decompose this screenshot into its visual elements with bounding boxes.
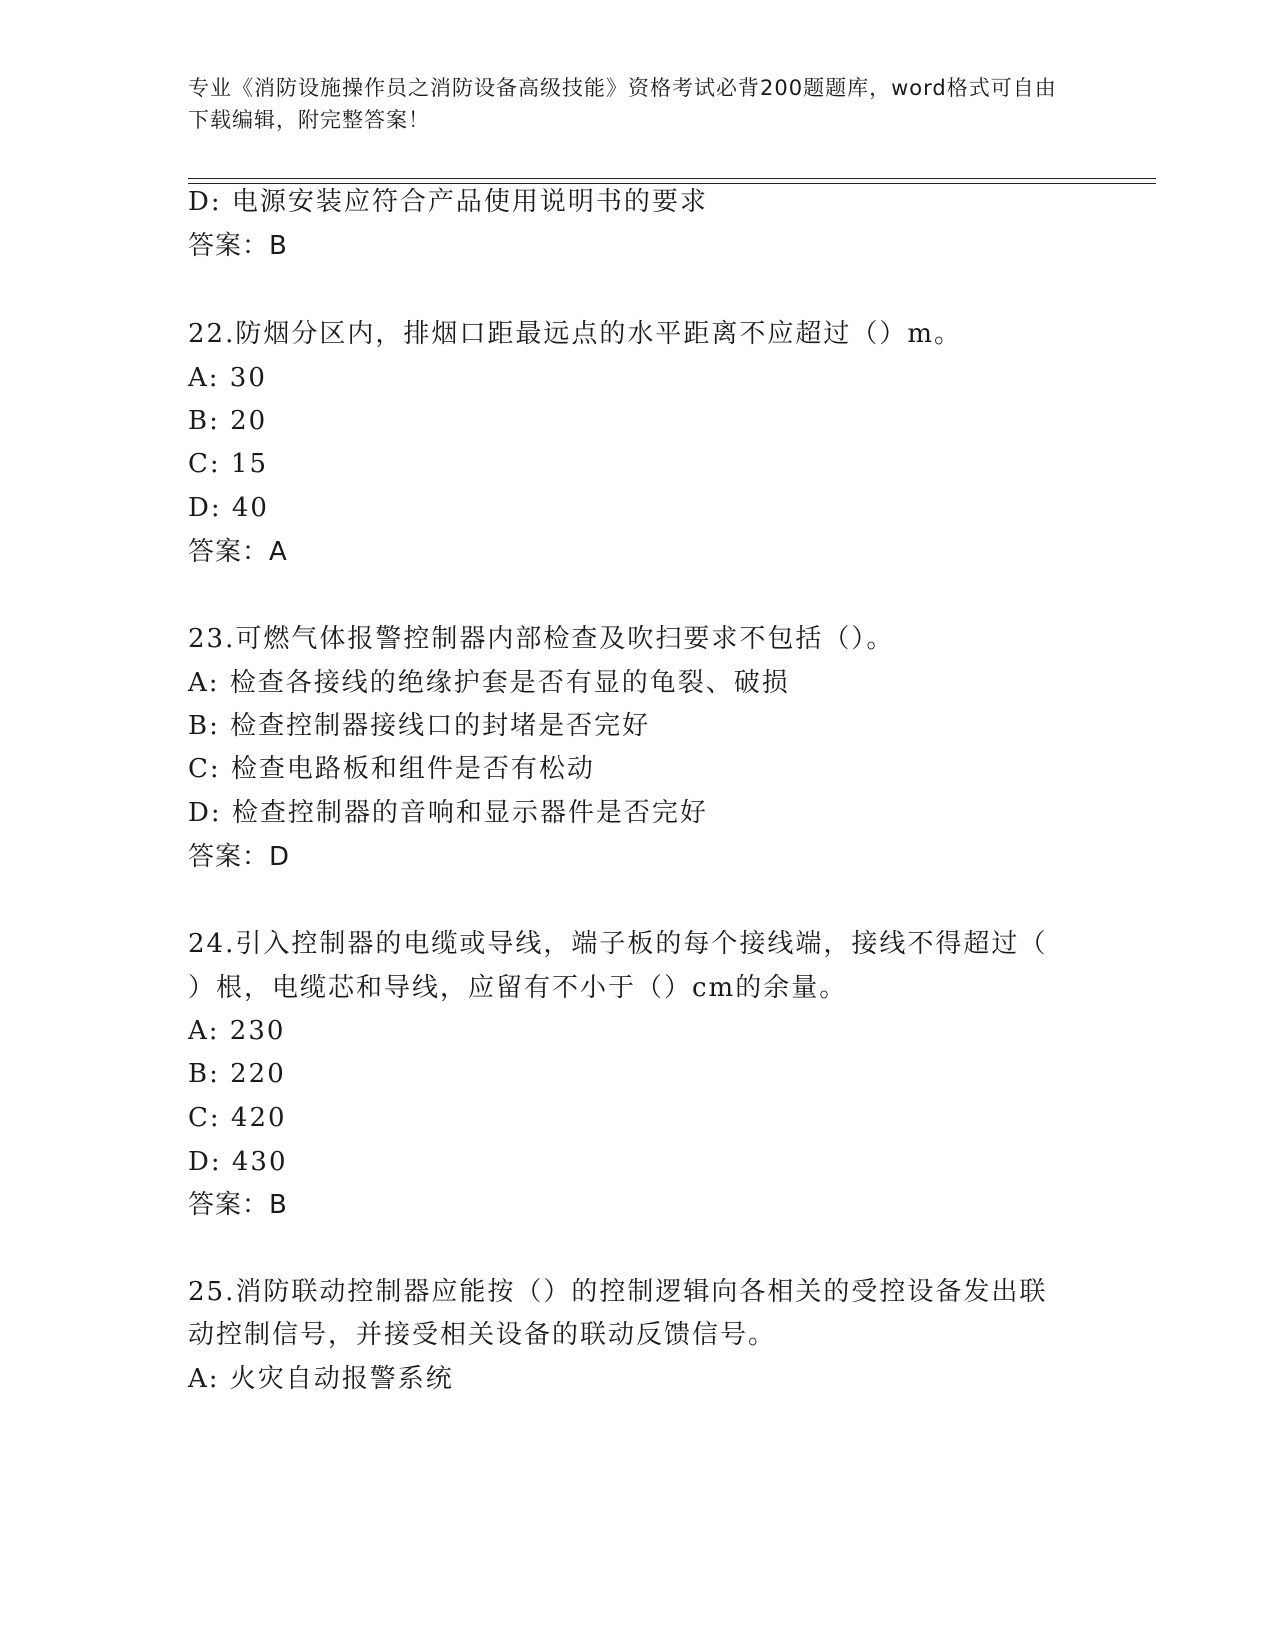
option-d: D: 430 [188, 1147, 288, 1177]
question-stem: 22.防烟分区内，排烟口距最远点的水平距离不应超过（）m。 [188, 319, 963, 349]
option-a: A: 火灾自动报警系统 [188, 1364, 454, 1394]
option-c: C: 检查电路板和组件是否有松动 [188, 754, 595, 784]
option-d: D: 检查控制器的音响和显示器件是否完好 [188, 798, 708, 828]
question-stem-continued: ）根，电缆芯和导线，应留有不小于（）cm的余量。 [188, 973, 848, 1003]
answer-line: 答案：B [188, 1190, 288, 1220]
option-a: A: 检查各接线的绝缘护套是否有显的龟裂、破损 [188, 668, 790, 698]
option-d: D: 电源安装应符合产品使用说明书的要求 [188, 187, 708, 217]
question-stem: 25.消防联动控制器应能按（）的控制逻辑向各相关的受控设备发出联 [188, 1277, 1048, 1307]
header-divider-bottom [188, 183, 1156, 184]
option-b: B: 20 [188, 406, 268, 436]
option-d: D: 40 [188, 493, 269, 523]
document-header: 专业《消防设施操作员之消防设备高级技能》资格考试必背200题题库，word格式可自由下载编辑，附完整答案！ [188, 76, 1057, 132]
option-a: A: 230 [188, 1016, 286, 1046]
option-b: B: 220 [188, 1059, 286, 1089]
answer-line: 答案：A [188, 537, 288, 567]
question-stem: 24.引入控制器的电缆或导线，端子板的每个接线端，接线不得超过（ [188, 929, 1048, 959]
option-c: C: 420 [188, 1103, 287, 1133]
option-a: A: 30 [188, 363, 267, 393]
answer-line: 答案：D [188, 842, 291, 872]
question-stem: 23.可燃气体报警控制器内部检查及吹扫要求不包括（）。 [188, 624, 895, 654]
option-b: B: 检查控制器接线口的封堵是否完好 [188, 711, 651, 741]
header-divider-top [188, 178, 1156, 179]
answer-line: 答案：B [188, 231, 288, 261]
option-c: C: 15 [188, 449, 269, 479]
question-stem-continued: 动控制信号，并接受相关设备的联动反馈信号。 [188, 1320, 777, 1350]
